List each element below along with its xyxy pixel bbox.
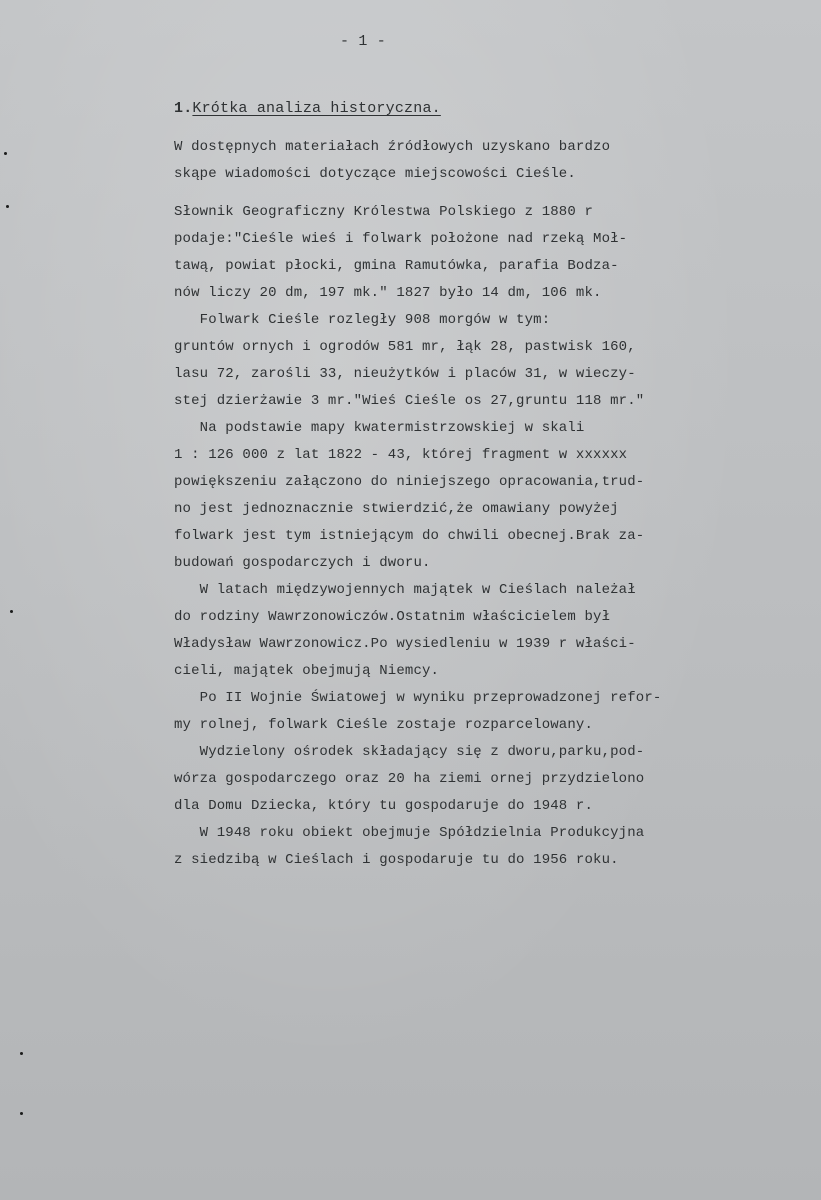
text-line: podaje:"Cieśle wieś i folwark położone nad rzeką Moł- (174, 231, 628, 247)
text-line: W 1948 roku obiekt obejmuje Spółdzielnia Produkcyjna (174, 825, 645, 841)
text-line: z siedzibą w Cieślach i gospodaruje tu do 1956 roku. (174, 852, 619, 868)
text-line: do rodziny Wawrzonowiczów.Ostatnim właścicielem był (174, 609, 611, 625)
text-line: dla Domu Dziecka, który tu gospodaruje do 1948 r. (174, 798, 594, 814)
text-line: 1 : 126 000 z lat 1822 - 43, której fragment w xxxxxx (174, 447, 628, 463)
text-line: nów liczy 20 dm, 197 mk." 1827 było 14 dm, 106 mk. (174, 285, 602, 301)
margin-speck (6, 205, 9, 208)
section-heading (174, 100, 441, 117)
text-line: Słownik Geograficzny Królestwa Polskiego z 1880 r (174, 204, 594, 220)
margin-speck (10, 610, 13, 613)
text-line: folwark jest tym istniejącym do chwili obecnej.Brak za- (174, 528, 645, 544)
section-title: Krótka analiza historyczna. (192, 100, 441, 117)
text-line: Na podstawie mapy kwatermistrzowskiej w skali (174, 420, 585, 436)
text-line: W latach międzywojennych majątek w Cieślach należał (174, 582, 636, 598)
text-line: budowań gospodarczych i dworu. (174, 555, 431, 571)
text-line: Wydzielony ośrodek składający się z dworu,parku,pod- (174, 744, 645, 760)
paragraph-gap (174, 188, 774, 199)
margin-speck (20, 1052, 23, 1055)
text-line: my rolnej, folwark Cieśle zostaje rozparcelowany. (174, 717, 594, 733)
text-line: tawą, powiat płocki, gmina Ramutówka, parafia Bodza- (174, 258, 619, 274)
text-line: Władysław Wawrzonowicz.Po wysiedleniu w 1939 r właści- (174, 636, 636, 652)
body-text (174, 134, 774, 874)
section-number: 1. (174, 100, 193, 117)
text-line: powiększeniu załączono do niniejszego opracowania,trud- (174, 474, 645, 490)
margin-speck (20, 1112, 23, 1115)
text-line: wórza gospodarczego oraz 20 ha ziemi ornej przydzielono (174, 771, 645, 787)
text-line: gruntów ornych i ogrodów 581 mr, łąk 28, pastwisk 160, (174, 339, 636, 355)
page-number: - 1 - (340, 33, 387, 50)
margin-speck (4, 152, 7, 155)
text-line: lasu 72, zarośli 33, nieużytków i placów 31, w wieczy- (174, 366, 636, 382)
text-line: Po II Wojnie Światowej w wyniku przeprowadzonej refor- (174, 690, 662, 706)
text-line: Folwark Cieśle rozległy 908 morgów w tym: (174, 312, 551, 328)
text-line: stej dzierżawie 3 mr."Wieś Cieśle os 27,gruntu 118 mr." (174, 393, 645, 409)
text-line: cieli, majątek obejmują Niemcy. (174, 663, 440, 679)
text-line: no jest jednoznacznie stwierdzić,że omawiany powyżej (174, 501, 619, 517)
text-line: skąpe wiadomości dotyczące miejscowości Cieśle. (174, 166, 576, 182)
text-line: W dostępnych materiałach źródłowych uzyskano bardzo (174, 139, 611, 155)
